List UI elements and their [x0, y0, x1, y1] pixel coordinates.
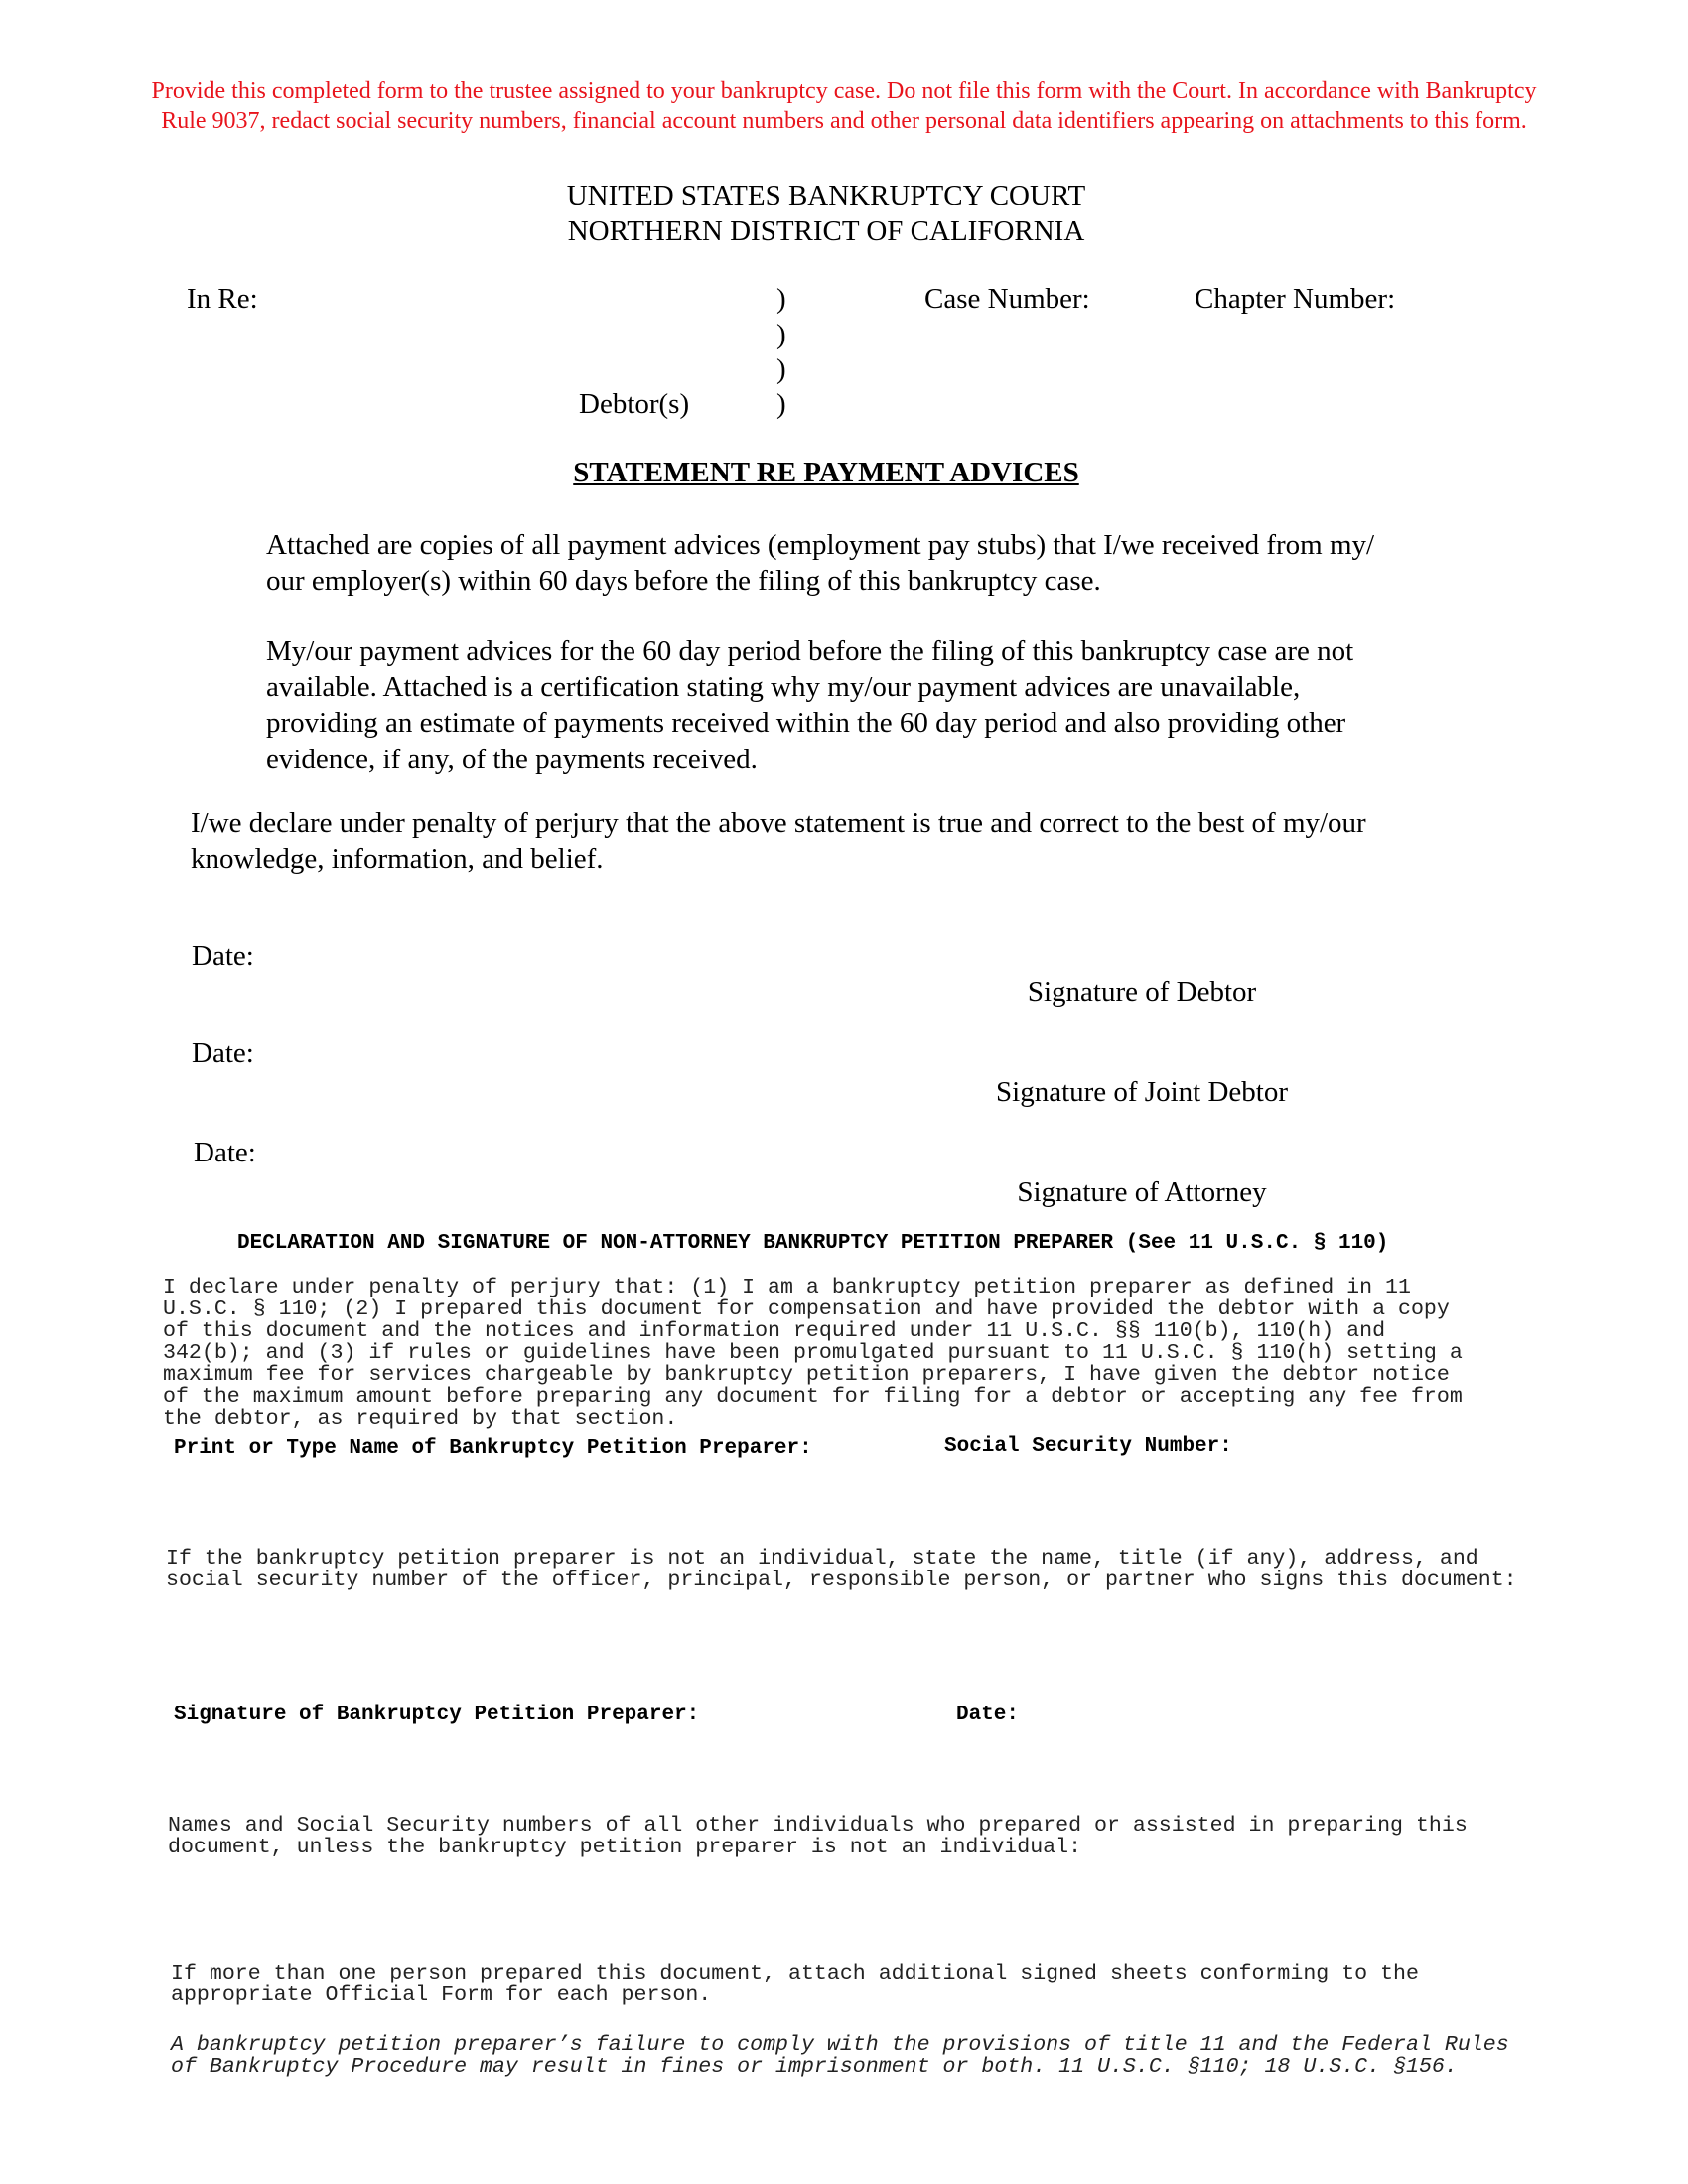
more-than-one-line: appropriate Official Form for each person. — [171, 1983, 712, 2007]
case-number-label: Case Number: — [924, 283, 1090, 315]
more-than-one-line: If more than one person prepared this document, attach additional signed sheets conforming to the — [171, 1962, 1419, 1985]
debtor-signature-label: Signature of Debtor — [1027, 976, 1257, 1008]
joint-debtor-signature-label: Signature of Joint Debtor — [996, 1076, 1288, 1108]
notice-line-1: Provide this completed form to the trustee assigned to your bankruptcy case. Do not file this form with the Court. In accordance with Bankruptcy — [151, 78, 1537, 104]
court-district: NORTHERN DISTRICT OF CALIFORNIA — [567, 215, 1085, 247]
preparer-name-label: Print or Type Name of Bankruptcy Petition Preparer: — [174, 1437, 812, 1460]
chapter-number-label: Chapter Number: — [1195, 283, 1396, 315]
option1-line: Attached are copies of all payment advices (employment pay stubs) that I/we received from my/ — [266, 529, 1375, 561]
option2-line: available. Attached is a certification stating why my/our payment advices are unavailable, — [266, 671, 1301, 703]
statement-title: STATEMENT RE PAYMENT ADVICES — [573, 457, 1079, 488]
attorney-date-label: Date: — [194, 1137, 256, 1168]
attorney-signature-label: Signature of Attorney — [1017, 1176, 1267, 1208]
option2-line: My/our payment advices for the 60 day period before the filing of this bankruptcy case are not — [266, 635, 1354, 667]
option2-line: providing an estimate of payments received within the 60 day period and also providing other — [266, 707, 1346, 739]
caption-paren: ) — [776, 388, 786, 420]
declaration-line: knowledge, information, and belief. — [191, 843, 604, 875]
warning-line: of Bankruptcy Procedure may result in fines or imprisonment or both. 11 U.S.C. §110; 18 U.S.C. §156. — [171, 2055, 1458, 2079]
preparer-declaration-line: of this document and the notices and information required under 11 U.S.C. §§ 110(b), 110(h) and — [163, 1319, 1386, 1343]
caption-paren: ) — [776, 353, 786, 385]
preparer-declaration-line: U.S.C. § 110; (2) I prepared this document for compensation and have provided the debtor with a copy — [163, 1297, 1450, 1321]
others-line: document, unless the bankruptcy petition preparer is not an individual: — [168, 1836, 1082, 1859]
debtors-label: Debtor(s) — [579, 388, 690, 420]
joint-debtor-date-label: Date: — [192, 1037, 254, 1069]
preparer-heading: DECLARATION AND SIGNATURE OF NON-ATTORNEY BANKRUPTCY PETITION PREPARER (See 11 U.S.C. § 110) — [237, 1232, 1389, 1255]
others-line: Names and Social Security numbers of all other individuals who prepared or assisted in preparing this — [168, 1814, 1468, 1838]
declaration-line: I/we declare under penalty of perjury that the above statement is true and correct to the best of my/our — [191, 807, 1366, 839]
court-name: UNITED STATES BANKRUPTCY COURT — [566, 180, 1086, 211]
preparer-date-label: Date: — [956, 1704, 1020, 1726]
preparer-declaration-line: of the maximum amount before preparing any document for filing for a debtor or accepting any fee from — [163, 1385, 1463, 1409]
preparer-declaration-line: maximum fee for services chargeable by bankruptcy petition preparers, I have given the debtor notice — [163, 1363, 1450, 1387]
warning-line: A bankruptcy petition preparer’s failure to comply with the provisions of title 11 and the Federal Rules — [171, 2033, 1509, 2057]
caption-paren: ) — [776, 319, 786, 350]
not-individual-line: social security number of the officer, principal, responsible person, or partner who signs this document: — [166, 1569, 1517, 1592]
notice-line-2: Rule 9037, redact social security numbers, financial account numbers and other personal data identifiers appearing on attachments to this form. — [161, 108, 1527, 134]
preparer-signature-label: Signature of Bankruptcy Petition Preparer: — [174, 1704, 700, 1726]
not-individual-line: If the bankruptcy petition preparer is not an individual, state the name, title (if any), address, and — [166, 1547, 1478, 1570]
debtor-date-label: Date: — [192, 940, 254, 972]
option1-line: our employer(s) within 60 days before the filing of this bankruptcy case. — [266, 565, 1101, 597]
preparer-declaration-line: 342(b); and (3) if rules or guidelines have been promulgated pursuant to 11 U.S.C. § 110(h) setting a — [163, 1341, 1463, 1365]
preparer-declaration-line: the debtor, as required by that section. — [163, 1407, 678, 1431]
caption-paren: ) — [776, 283, 786, 315]
in-re-label: In Re: — [187, 283, 258, 315]
option2-line: evidence, if any, of the payments received. — [266, 744, 758, 775]
preparer-declaration-line: I declare under penalty of perjury that: (1) I am a bankruptcy petition preparer as defined in 11 — [163, 1276, 1411, 1299]
preparer-ssn-label: Social Security Number: — [944, 1435, 1232, 1458]
